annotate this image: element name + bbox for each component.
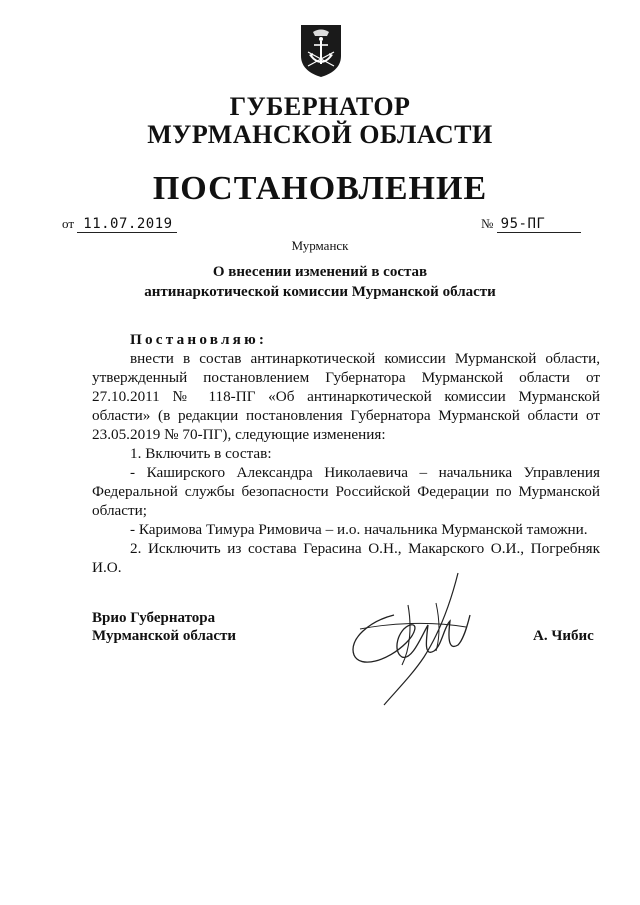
item-1: 1. Включить в состав: [130,445,272,462]
document-type-title: ПОСТАНОВЛЕНИЕ [152,170,488,207]
signatory-name: А. Чибис [533,628,594,644]
handwritten-signature [340,565,480,715]
item-1a: - Каширского Александра Николаевича – начальника Управления Федеральной службы безопасности Российской Федерации по Мурманской области; [92,464,600,519]
city-name: Мурманск [291,238,349,253]
date-label: от [62,216,75,231]
item-1b: - Каримова Тимура Римовича – и.о. начальника Мурманской таможни. [130,521,588,538]
authority-title-line2: МУРМАНСКОЙ ОБЛАСТИ [147,120,493,149]
date-value: 11.07.2019 [77,216,177,233]
item-2: 2. Исключить из состава Герасина О.Н., Макарского О.И., Погребняк И.О. [92,540,600,576]
subject-line2: антинаркотической комиссии Мурманской области [144,284,496,300]
date-field [62,216,177,233]
authority-title-line1: ГУБЕРНАТОР [229,92,411,121]
paragraph-main: внести в состав антинаркотической комиссии Мурманской области, утвержденный постановлением Губернатора Мурманской области от 27.10.2011 № 118-ПГ «Об антинаркотической комиссии Мурманской области» (в редакции постановления Губернатора Мурманской области от 23.05.2019 № 70-ПГ), следующие изменения: [92,350,600,443]
coat-of-arms-icon [298,22,344,78]
number-value: 95-ПГ [497,216,581,233]
signatory-position-line2: Мурманской области [92,628,237,644]
document-body [92,330,600,577]
number-field [481,216,581,233]
number-label: № [481,216,494,231]
decree-word: Постановляю: [130,331,268,348]
signatory-position-line1: Врио Губернатора [92,610,216,626]
subject-heading [0,262,640,302]
subject-line1: О внесении изменений в состав [212,264,428,280]
